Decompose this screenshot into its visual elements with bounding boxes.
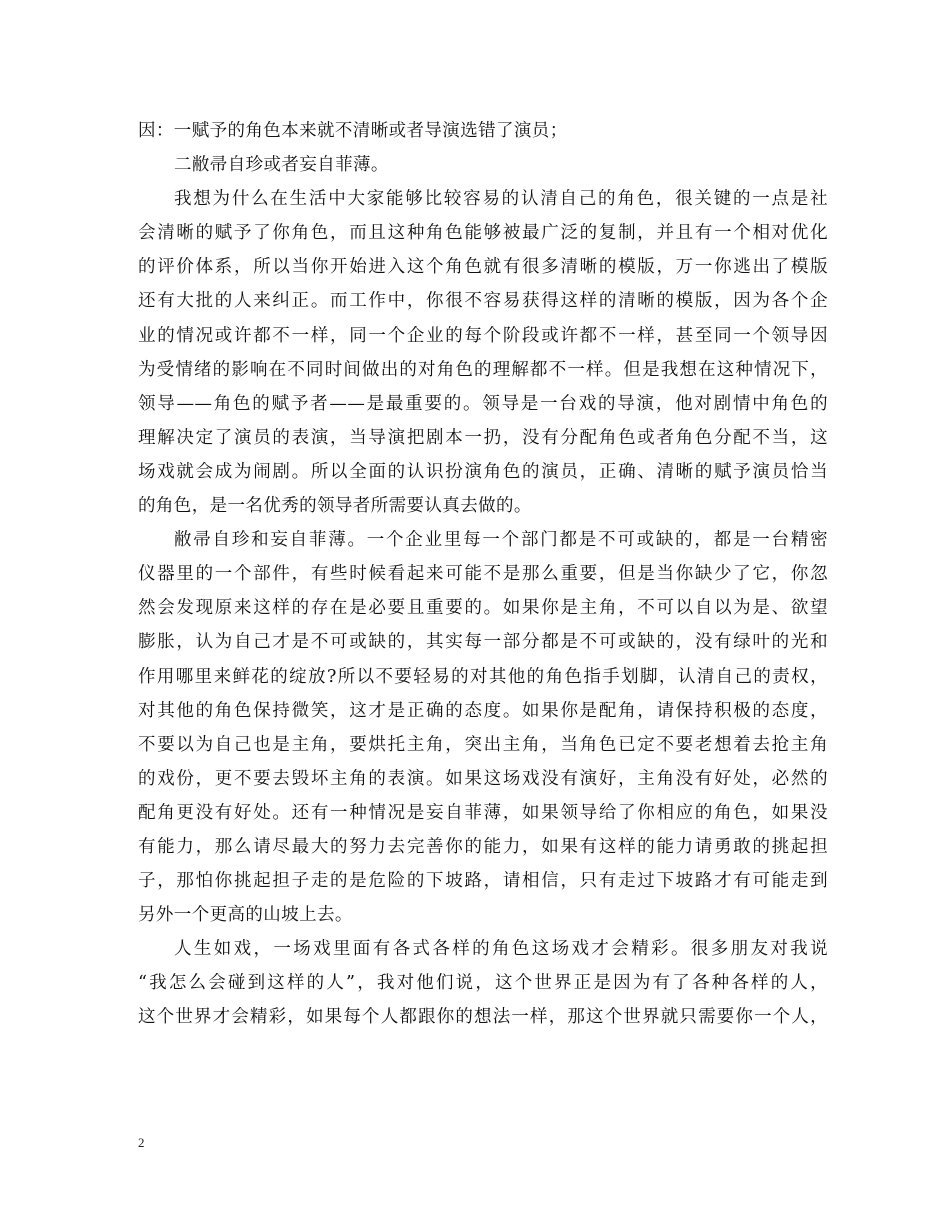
text-line: 子，那怕你挑起担子走的是危险的下坡路，请相信，只有走过下坡路才有可能走到 <box>138 871 828 892</box>
text-line: 有能力，那么请尽最大的努力去完善你的能力，如果有这样的能力请勇敢的挑起担 <box>138 836 828 857</box>
text-line: 因：一赋予的角色本来就不清晰或者导演选错了演员； <box>138 121 568 141</box>
paragraph <box>138 114 828 148</box>
text-line: 配角更没有好处。还有一种情况是妄自菲薄，如果领导给了你相应的角色，如果没 <box>138 802 828 823</box>
text-line: 另外一个更高的山坡上去。 <box>138 905 353 926</box>
text-line: 还有大批的人来纠正。而工作中，你很不容易获得这样的清晰的模版，因为各个企 <box>138 291 828 312</box>
text-line: 然会发现原来这样的存在是必要且重要的。如果你是主角，不可以自以为是、欲望 <box>138 598 828 619</box>
text-line: 业的情况或许都不一样，同一个企业的每个阶段或许都不一样，甚至同一个领导因 <box>138 325 828 346</box>
text-line: 作用哪里来鲜花的绽放?所以不要轻易的对其他的角色指手划脚，认清自己的责权， <box>138 666 828 687</box>
text-line: 敝帚自珍和妄自菲薄。一个企业里每一个部门都是不可或缺的，都是一台精密 <box>174 530 828 551</box>
text-line: 对其他的角色保持微笑，这才是正确的态度。如果你是配角，请保持积极的态度， <box>138 700 828 721</box>
paragraph <box>138 932 828 1034</box>
text-line: 场戏就会成为闹剧。所以全面的认识扮演角色的演员，正确、清晰的赋予演员恰当 <box>138 461 828 482</box>
paragraph <box>138 148 828 182</box>
page-number: 2 <box>138 1135 145 1150</box>
body-text <box>138 114 828 1035</box>
text-line: 理解决定了演员的表演，当导演把剧本一扔，没有分配角色或者角色分配不当，这 <box>138 427 828 448</box>
text-line: 不要以为自己也是主角，要烘托主角，突出主角，当角色已定不要老想着去抢主角 <box>138 734 828 755</box>
text-line: 人生如戏，一场戏里面有各式各样的角色这场戏才会精彩。很多朋友对我说 <box>174 939 828 960</box>
text-line: 二敝帚自珍或者妄自菲薄。 <box>174 155 389 176</box>
text-line: 这个世界才会精彩，如果每个人都跟你的想法一样，那这个世界就只需要你一个人， <box>138 1007 828 1028</box>
text-line: 仪器里的一个部件，有些时候看起来可能不是那么重要，但是当你缺少了它，你忽 <box>138 564 828 585</box>
text-line: 会清晰的赋予了你角色，而且这种角色能够被最广泛的复制，并且有一个相对优化 <box>138 223 828 244</box>
text-line: “我怎么会碰到这样的人”，我对他们说，这个世界正是因为有了各种各样的人， <box>138 973 828 994</box>
text-line: 的角色，是一名优秀的领导者所需要认真去做的。 <box>138 496 532 517</box>
text-line: 为受情绪的影响在不同时间做出的对角色的理解都不一样。但是我想在这种情况下， <box>138 359 828 380</box>
text-line: 我想为什么在生活中大家能够比较容易的认清自己的角色，很关键的一点是社 <box>174 189 828 210</box>
text-line: 的评价体系，所以当你开始进入这个角色就有很多清晰的模版，万一你逃出了模版 <box>138 257 828 278</box>
paragraph <box>138 182 828 523</box>
text-line: 膨胀，认为自己才是不可或缺的，其实每一部分都是不可或缺的，没有绿叶的光和 <box>138 632 828 653</box>
text-line: 领导——角色的赋予者——是最重要的。领导是一台戏的导演，他对剧情中角色的 <box>138 393 828 414</box>
paragraph <box>138 523 828 932</box>
text-line: 的戏份，更不要去毁坏主角的表演。如果这场戏没有演好，主角没有好处，必然的 <box>138 768 828 789</box>
